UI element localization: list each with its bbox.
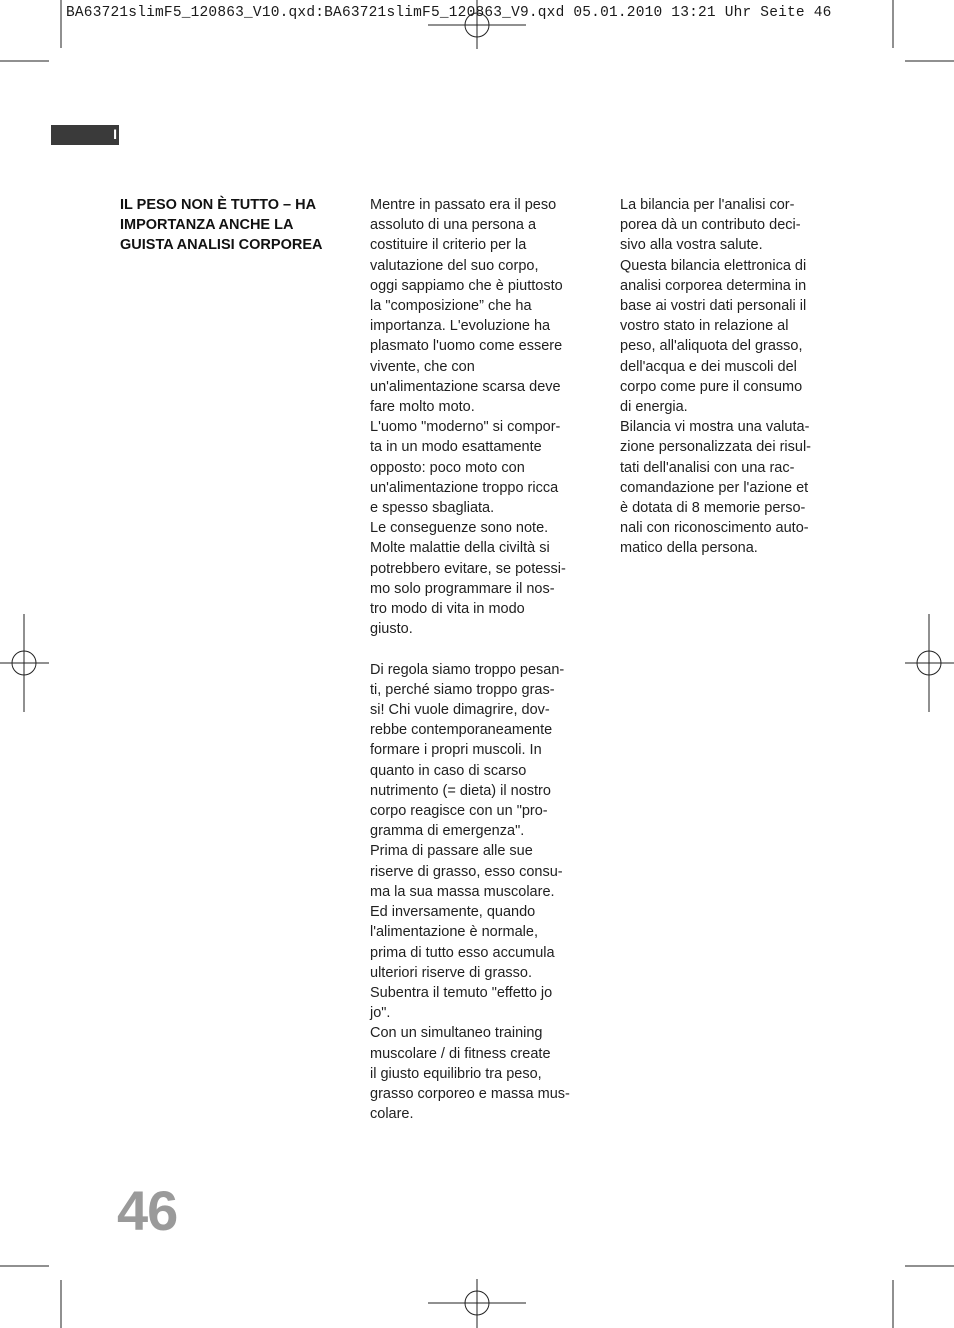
text-line: gramma di emergenza". — [370, 823, 525, 840]
text-line: valutazione del suo corpo, — [370, 257, 539, 274]
text-line: tati dell'analisi con una rac- — [620, 459, 795, 476]
text-line: riserve di grasso, esso consu- — [370, 863, 563, 880]
text-line: corpo come pure il consumo — [620, 378, 803, 395]
paragraph — [370, 195, 600, 417]
text-line: quanto in caso di scarso — [370, 762, 527, 779]
text-line: il giusto equilibrio tra peso, — [370, 1065, 542, 1082]
text-line: plasmato l'uomo come essere — [370, 338, 563, 355]
text-line: un'alimentazione scarsa deve — [370, 378, 561, 395]
text-line: analisi corporea determina in — [620, 277, 807, 294]
text-line: ta in un modo esattamente — [370, 439, 542, 456]
text-line: Questa bilancia elettronica di — [620, 257, 807, 274]
text-line: potrebbero evitare, se potessi- — [370, 560, 566, 577]
language-tab-label: I — [113, 126, 117, 142]
paragraph — [370, 417, 600, 518]
text-line: jo". — [370, 1005, 391, 1022]
text-line: l'alimentazione è normale, — [370, 924, 538, 941]
text-line: porea dà un contributo deci- — [620, 217, 801, 234]
paragraph — [620, 417, 860, 558]
text-line: importanza. L'evoluzione ha — [370, 318, 551, 335]
text-line: Molte malattie della civiltà si — [370, 540, 550, 557]
text-line: Subentra il temuto "effetto jo — [370, 984, 553, 1001]
text-line: nali con riconoscimento auto- — [620, 520, 809, 537]
text-line: di energia. — [620, 399, 688, 416]
text-line: nutrimento (= dieta) il nostro — [370, 782, 551, 799]
text-line: prima di tutto esso accumula — [370, 944, 555, 961]
text-line: un'alimentazione troppo ricca — [370, 479, 559, 496]
text-line: mo solo programmare il nos- — [370, 580, 555, 597]
language-tab — [51, 125, 119, 145]
page-number: 46 — [117, 1179, 178, 1242]
text-line: ulteriori riserve di grasso. — [370, 964, 532, 981]
text-line: Prima di passare alle sue — [370, 843, 533, 860]
text-line: Le conseguenze sono note. — [370, 520, 549, 537]
text-line: giusto. — [370, 621, 413, 638]
text-line: zione personalizzata dei risul- — [620, 439, 812, 456]
text-line: opposto: poco moto con — [370, 459, 525, 476]
text-line: dell'acqua e dei muscoli del — [620, 358, 797, 375]
text-line: ti, perché siamo troppo gras- — [370, 681, 555, 698]
text-line: rebbe contemporaneamente — [370, 722, 553, 739]
text-line: Di regola siamo troppo pesan- — [370, 661, 565, 678]
print-slug: BA63721slimF5_120863_V10.qxd:BA63721slimF5_120863_V9.qxd 05.01.2010 13:21 Uhr Seite 46 — [66, 5, 832, 21]
paragraph — [370, 902, 600, 1023]
text-line: sivo alla vostra salute. — [620, 237, 763, 254]
body-column-right — [620, 195, 860, 559]
text-line: matico della persona. — [620, 540, 758, 557]
text-line: La bilancia per l'analisi cor- — [620, 197, 795, 213]
heading-line: IMPORTANZA ANCHE LA — [120, 217, 294, 234]
paragraph — [620, 195, 860, 256]
text-line: e spesso sbagliata. — [370, 500, 495, 517]
section-heading — [120, 195, 350, 256]
text-line: oggi sappiamo che è piuttosto — [370, 277, 563, 294]
text-line: Ed inversamente, quando — [370, 904, 536, 921]
heading-line: IL PESO NON È TUTTO – HA — [120, 197, 317, 213]
text-line: colare. — [370, 1106, 414, 1123]
text-line: Mentre in passato era il peso — [370, 197, 557, 213]
text-line: assoluto di una persona a — [370, 217, 537, 234]
text-line: corpo reagisce con un "pro- — [370, 803, 548, 820]
paragraph — [370, 1023, 600, 1124]
paragraph — [620, 256, 860, 418]
text-line: vostro stato in relazione al — [620, 318, 789, 335]
text-line: si! Chi vuole dimagrire, dov- — [370, 702, 550, 719]
text-line: ma la sua massa muscolare. — [370, 883, 555, 900]
paragraph — [370, 841, 600, 902]
paragraph — [370, 660, 600, 842]
body-column-middle — [370, 195, 600, 1124]
text-line: Con un simultaneo training — [370, 1025, 543, 1042]
text-line: base ai vostri dati personali il — [620, 298, 807, 315]
text-line: è dotata di 8 memorie perso- — [620, 500, 806, 517]
text-line: costituire il criterio per la — [370, 237, 527, 254]
text-line: fare molto moto. — [370, 399, 475, 416]
text-line: la "composizione” che ha — [370, 298, 532, 315]
heading-line: GUISTA ANALISI CORPOREA — [120, 237, 323, 254]
text-line: comandazione per l'azione et — [620, 479, 809, 496]
text-line: tro modo di vita in modo — [370, 601, 525, 618]
text-line: muscolare / di fitness create — [370, 1045, 551, 1062]
text-line: vivente, che con — [370, 358, 475, 375]
text-line: grasso corporeo e massa mus- — [370, 1085, 570, 1102]
paragraph — [370, 518, 600, 639]
text-line: formare i propri muscoli. In — [370, 742, 542, 759]
text-line: Bilancia vi mostra una valuta- — [620, 419, 810, 436]
text-line: peso, all'aliquota del grasso, — [620, 338, 803, 355]
text-line: L'uomo "moderno" si compor- — [370, 419, 561, 436]
